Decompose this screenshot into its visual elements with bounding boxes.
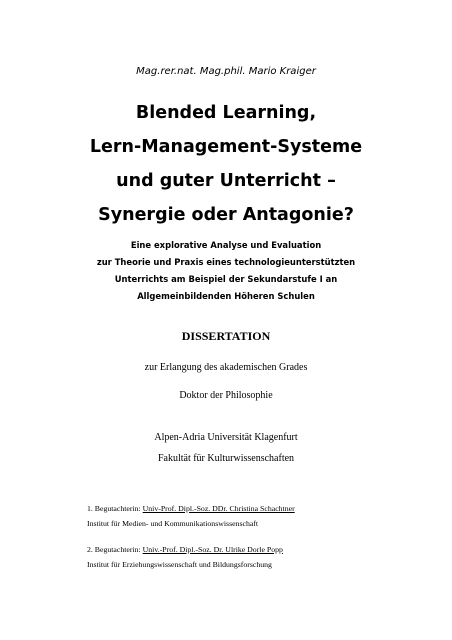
subtitle-line: Unterrichts am Beispiel der Sekundarstufe I an <box>114 274 338 284</box>
subtitle-line: Eine explorative Analyse und Evaluation <box>130 240 322 250</box>
reviewer-name: Univ-Prof. Dipl.-Soz. DDr. Christina Schachtner <box>142 504 295 513</box>
document-title <box>0 96 452 232</box>
subtitle-line: zur Theorie und Praxis eines technologieunterstützten <box>96 257 356 267</box>
author-name: Mag.rer.nat. Mag.phil. Mario Kraiger <box>136 66 316 77</box>
reviewer-institute: Institut für Medien- und Kommunikationswissenschaft <box>87 519 259 528</box>
reviewer-block <box>87 501 295 531</box>
degree-name: Doktor der Philosophie <box>179 390 273 401</box>
title-line: Synergie oder Antagonie? <box>98 205 354 225</box>
document-subtitle <box>0 237 452 305</box>
reviewer-label: 2. Begutachterin: <box>87 545 143 554</box>
university-name: Alpen-Adria Universität Klagenfurt <box>154 432 298 443</box>
degree-purpose: zur Erlangung des akademischen Grades <box>144 362 308 373</box>
reviewer-block <box>87 542 283 572</box>
reviewer-label: 1. Begutachterin: <box>87 504 143 513</box>
reviewer-line <box>87 542 283 557</box>
title-line: und guter Unterricht – <box>116 171 336 191</box>
dissertation-heading: DISSERTATION <box>181 329 271 343</box>
reviewer-line <box>87 501 295 516</box>
reviewer-name: Univ.-Prof. Dipl.-Soz. Dr. Ulrike Dorle Popp <box>142 545 283 554</box>
subtitle-line: Allgemeinbildenden Höheren Schulen <box>137 291 315 301</box>
title-line: Lern-Management-Systeme <box>89 137 363 157</box>
title-line: Blended Learning, <box>135 103 317 123</box>
reviewer-institute: Institut für Erziehungswissenschaft und Bildungsforschung <box>87 560 272 569</box>
faculty-name: Fakultät für Kulturwissenschaften <box>157 453 295 464</box>
